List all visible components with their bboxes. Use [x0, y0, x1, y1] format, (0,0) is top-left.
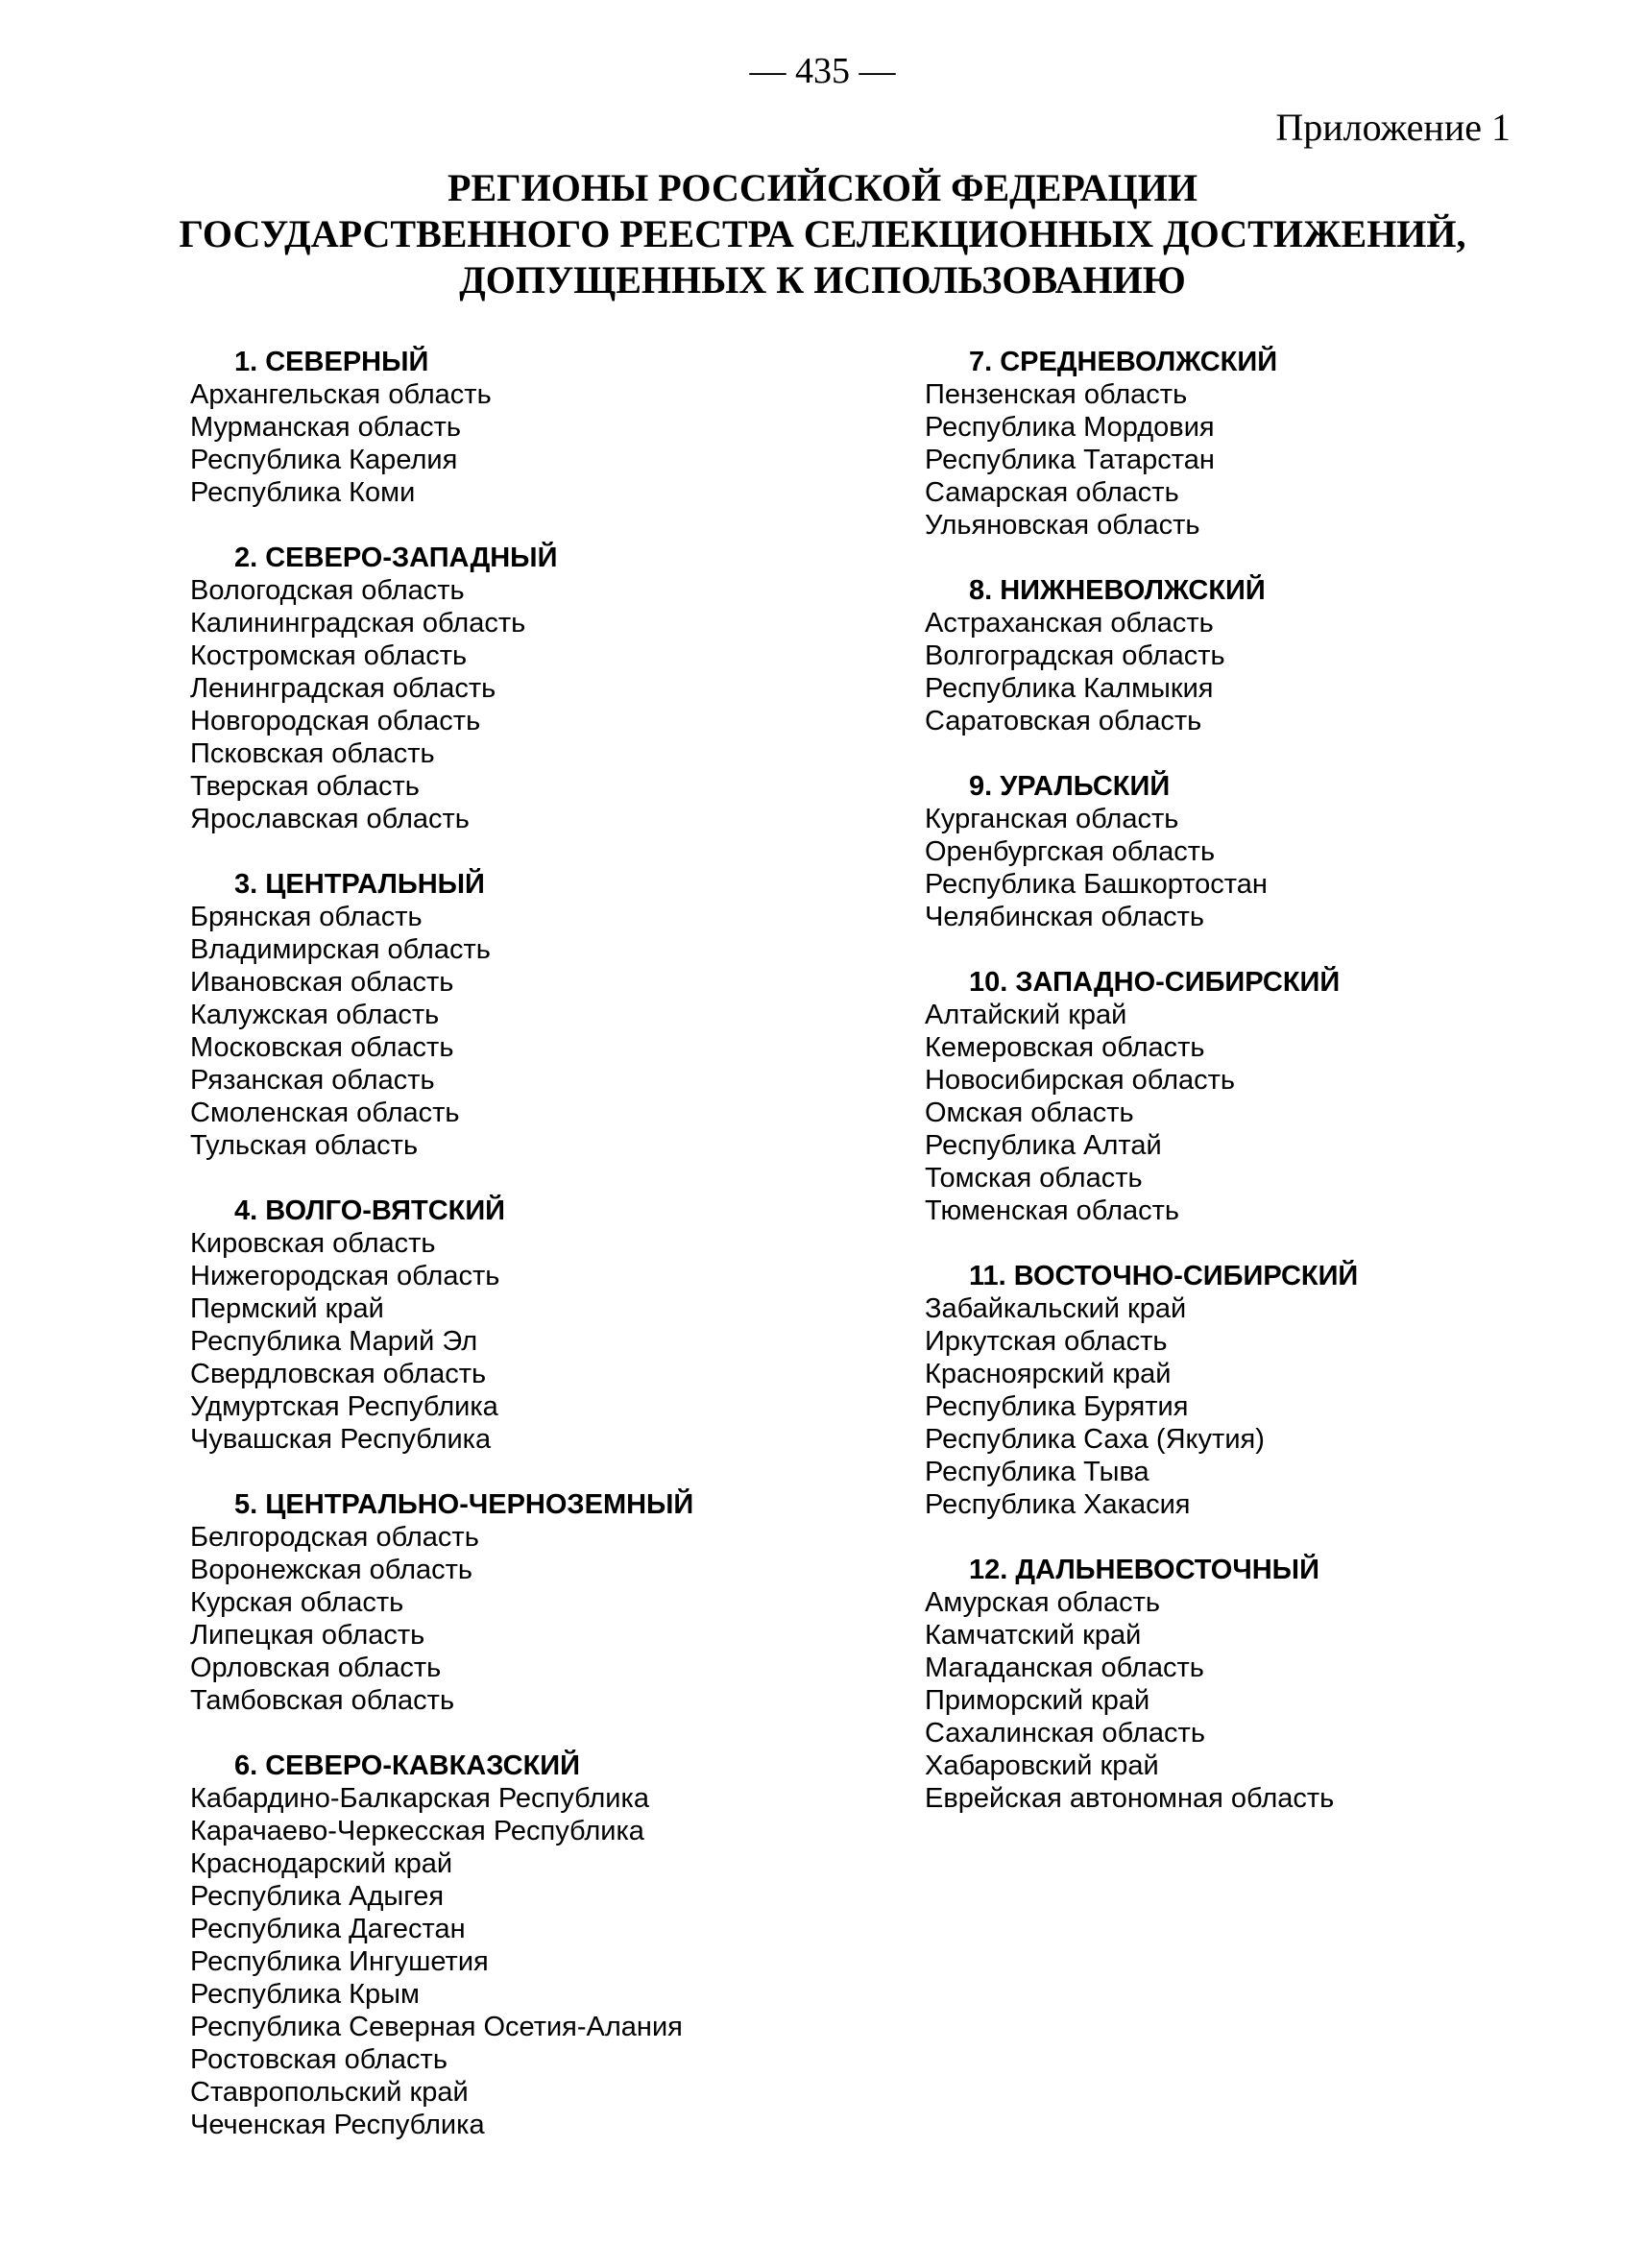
- region-item: Краснодарский край: [190, 1848, 453, 1879]
- region-item: Мурманская область: [190, 412, 461, 443]
- region-item: Магаданская область: [925, 1653, 1204, 1683]
- region-item: Республика Калмыкия: [925, 673, 1214, 704]
- region-item: Алтайский край: [925, 1000, 1127, 1030]
- region-item: Чувашская Республика: [190, 1424, 492, 1455]
- region-item: Республика Дагестан: [190, 1914, 466, 1944]
- region-item: Томская область: [925, 1163, 1143, 1194]
- region-section: [925, 770, 1358, 933]
- region-section: [190, 542, 693, 835]
- region-item: Кировская область: [190, 1228, 436, 1259]
- region-item: Республика Алтай: [925, 1130, 1162, 1161]
- region-item: Ростовская область: [190, 2044, 448, 2075]
- region-heading: 12. ДАЛЬНЕВОСТОЧНЫЙ: [969, 1555, 1319, 1585]
- region-item: Республика Тыва: [925, 1457, 1149, 1487]
- region-item: Липецкая область: [190, 1620, 425, 1651]
- region-item: Новосибирская область: [925, 1065, 1236, 1096]
- region-section: [190, 1488, 693, 1717]
- region-heading: 11. ВОСТОЧНО-СИБИРСКИЙ: [969, 1261, 1359, 1291]
- region-item: Ивановская область: [190, 967, 454, 998]
- region-item: Рязанская область: [190, 1065, 435, 1096]
- region-item: Амурская область: [925, 1587, 1160, 1618]
- region-item: Республика Бурятия: [925, 1391, 1189, 1422]
- region-item: Красноярский край: [925, 1359, 1172, 1389]
- region-item: Тверская область: [190, 771, 420, 802]
- region-item: Саратовская область: [925, 706, 1202, 736]
- region-item: Камчатский край: [925, 1620, 1142, 1651]
- region-section: [925, 1260, 1358, 1521]
- region-item: Пензенская область: [925, 379, 1188, 410]
- region-item: Калининградская область: [190, 608, 526, 639]
- region-item: Брянская область: [190, 902, 423, 932]
- left-column: [190, 346, 693, 2174]
- region-item: Республика Адыгея: [190, 1881, 445, 1912]
- region-item: Ульяновская область: [925, 510, 1200, 541]
- region-item: Республика Коми: [190, 477, 416, 508]
- region-item: Республика Ингушетия: [190, 1946, 489, 1977]
- region-item: Республика Мордовия: [925, 412, 1215, 443]
- region-item: Свердловская область: [190, 1359, 487, 1389]
- region-item: Челябинская область: [925, 902, 1205, 932]
- region-item: Удмуртская Республика: [190, 1391, 498, 1422]
- region-item: Иркутская область: [925, 1326, 1168, 1357]
- region-heading: 6. СЕВЕРО-КАВКАЗСКИЙ: [234, 1750, 580, 1781]
- region-item: Владимирская область: [190, 934, 491, 965]
- appendix-label: Приложение 1: [1275, 106, 1511, 149]
- region-item: Псковская область: [190, 738, 435, 769]
- region-item: Астраханская область: [925, 608, 1214, 639]
- region-heading: 8. НИЖНЕВОЛЖСКИЙ: [969, 575, 1266, 606]
- region-item: Воронежская область: [190, 1555, 473, 1585]
- region-item: Самарская область: [925, 477, 1179, 508]
- region-item: Ленинградская область: [190, 673, 496, 704]
- region-item: Республика Татарстан: [925, 445, 1215, 475]
- region-item: Костромская область: [190, 640, 468, 671]
- region-item: Республика Марий Эл: [190, 1326, 478, 1357]
- title-line: РЕГИОНЫ РОССИЙСКОЙ ФЕДЕРАЦИИ: [448, 166, 1197, 209]
- region-item: Республика Северная Осетия-Алания: [190, 2012, 683, 2042]
- region-item: Новгородская область: [190, 706, 481, 736]
- region-heading: 9. УРАЛЬСКИЙ: [969, 771, 1171, 802]
- region-item: Кемеровская область: [925, 1032, 1205, 1063]
- region-item: Сахалинская область: [925, 1718, 1205, 1749]
- region-section: [925, 346, 1358, 542]
- region-item: Курганская область: [925, 804, 1179, 834]
- region-heading: 4. ВОЛГО-ВЯТСКИЙ: [234, 1195, 506, 1226]
- region-item: Республика Карелия: [190, 445, 458, 475]
- region-item: Ставропольский край: [190, 2077, 469, 2108]
- region-item: Орловская область: [190, 1653, 442, 1683]
- region-item: Хабаровский край: [925, 1750, 1159, 1781]
- region-section: [925, 966, 1358, 1227]
- region-heading: 2. СЕВЕРО-ЗАПАДНЫЙ: [234, 543, 558, 573]
- region-section: [925, 574, 1358, 737]
- page-number: — 435 —: [749, 51, 896, 91]
- region-item: Тульская область: [190, 1130, 419, 1161]
- region-item: Калужская область: [190, 1000, 440, 1030]
- region-item: Приморский край: [925, 1685, 1150, 1716]
- region-item: Тюменская область: [925, 1195, 1180, 1226]
- region-item: Республика Крым: [190, 1979, 420, 2010]
- region-item: Нижегородская область: [190, 1261, 500, 1291]
- region-item: Курская область: [190, 1587, 404, 1618]
- region-heading: 5. ЦЕНТРАЛЬНО-ЧЕРНОЗЕМНЫЙ: [234, 1489, 694, 1520]
- region-heading: 3. ЦЕНТРАЛЬНЫЙ: [234, 869, 485, 900]
- right-column: [925, 346, 1358, 1847]
- title-line: ДОПУЩЕННЫХ К ИСПОЛЬЗОВАНИЮ: [459, 258, 1186, 302]
- region-item: Пермский край: [190, 1293, 384, 1324]
- region-item: Волгоградская область: [925, 640, 1225, 671]
- region-heading: 1. СЕВЕРНЫЙ: [234, 347, 429, 377]
- region-item: Кабардино-Балкарская Республика: [190, 1783, 649, 1814]
- region-section: [925, 1554, 1358, 1815]
- region-item: Ярославская область: [190, 804, 470, 834]
- region-item: Тамбовская область: [190, 1685, 455, 1716]
- region-item: Еврейская автономная область: [925, 1783, 1335, 1814]
- region-item: Республика Саха (Якутия): [925, 1424, 1265, 1455]
- region-item: Смоленская область: [190, 1098, 460, 1128]
- region-item: Московская область: [190, 1032, 454, 1063]
- region-section: [190, 1194, 693, 1456]
- region-item: Республика Башкортостан: [925, 869, 1268, 900]
- region-item: Архангельская область: [190, 379, 492, 410]
- title-line: ГОСУДАРСТВЕННОГО РЕЕСТРА СЕЛЕКЦИОННЫХ ДОСТИЖЕНИЙ,: [179, 212, 1466, 255]
- region-item: Белгородская область: [190, 1522, 479, 1553]
- region-section: [190, 868, 693, 1162]
- region-item: Забайкальский край: [925, 1293, 1187, 1324]
- region-heading: 7. СРЕДНЕВОЛЖСКИЙ: [969, 347, 1278, 377]
- region-item: Вологодская область: [190, 575, 465, 606]
- region-item: Карачаево-Черкесская Республика: [190, 1816, 644, 1846]
- region-item: Республика Хакасия: [925, 1489, 1191, 1520]
- document-title: [0, 165, 1645, 303]
- region-section: [190, 1749, 693, 2141]
- region-item: Омская область: [925, 1098, 1134, 1128]
- region-section: [190, 346, 693, 509]
- region-heading: 10. ЗАПАДНО-СИБИРСКИЙ: [969, 967, 1341, 998]
- region-item: Чеченская Республика: [190, 2110, 485, 2140]
- region-item: Оренбургская область: [925, 836, 1216, 867]
